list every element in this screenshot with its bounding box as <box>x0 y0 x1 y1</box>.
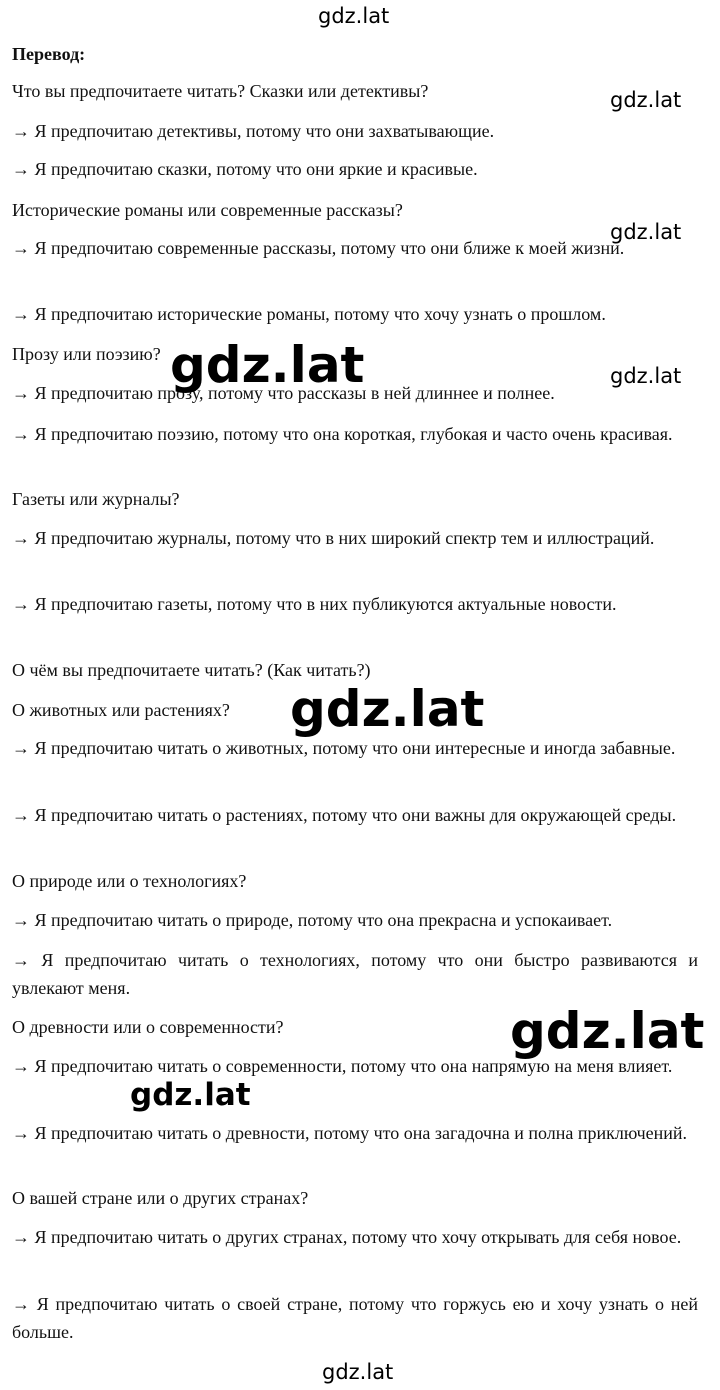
answer-1b: → Я предпочитаю сказки, потому что они яркие и красивые. <box>12 159 478 179</box>
question-1: Что вы предпочитаете читать? Сказки или детективы? <box>12 81 429 101</box>
watermark-large-1: gdz.lat <box>170 336 365 394</box>
answer-5b: → Я предпочитаю читать о растениях, потому что они важны для окружающей среды. <box>12 805 677 825</box>
answer-8b: → Я предпочитаю читать о своей стране, потому что горжусь ею и хочу узнать о ней больше. <box>12 1294 698 1342</box>
watermark-large-2: gdz.lat <box>290 680 485 738</box>
watermark-bottom: gdz.lat <box>322 1360 394 1384</box>
answer-7b: → Я предпочитаю читать о древности, потому что она загадочна и полна приключений. <box>12 1123 688 1143</box>
answer-1a: → Я предпочитаю детективы, потому что они захватывающие. <box>12 121 495 141</box>
answer-6b: → Я предпочитаю читать о технологиях, потому что они быстро развиваются и увлекают меня. <box>12 950 698 998</box>
answer-5a: → Я предпочитаю читать о животных, потому что они интересные и иногда забавные. <box>12 738 676 758</box>
answer-6a: → Я предпочитаю читать о природе, потому что она прекрасна и успокаивает. <box>12 910 613 930</box>
watermark-right-1: gdz.lat <box>610 88 682 112</box>
question-2: Исторические романы или современные рассказы? <box>12 200 403 220</box>
answer-2b: → Я предпочитаю исторические романы, потому что хочу узнать о прошлом. <box>12 304 606 324</box>
answer-4b: → Я предпочитаю газеты, потому что в них публикуются актуальные новости. <box>12 594 617 614</box>
answer-4a: → Я предпочитаю журналы, потому что в них широкий спектр тем и иллюстраций. <box>12 528 655 548</box>
document-title: Перевод: <box>12 44 86 64</box>
watermark-large-3: gdz.lat <box>510 1002 705 1060</box>
question-7: О древности или о современности? <box>12 1017 284 1037</box>
answer-7a: → Я предпочитаю читать о современности, потому что она напрямую на меня влияет. <box>12 1056 673 1076</box>
answer-3b: → Я предпочитаю поэзию, потому что она короткая, глубокая и часто очень красивая. <box>12 424 673 444</box>
answer-2a: → Я предпочитаю современные рассказы, потому что они ближе к моей жизни. <box>12 238 625 258</box>
answer-3a: → Я предпочитаю прозу, потому что рассказы в ней длиннее и полнее. <box>12 383 555 403</box>
question-4: Газеты или журналы? <box>12 489 180 509</box>
watermark-top: gdz.lat <box>318 4 390 28</box>
answer-8a: → Я предпочитаю читать о других странах, потому что хочу открывать для себя новое. <box>12 1227 682 1247</box>
watermark-right-3: gdz.lat <box>610 364 682 388</box>
section-heading: О чём вы предпочитаете читать? (Как читать?) <box>12 660 371 680</box>
question-3: Прозу или поэзию? <box>12 344 161 364</box>
watermark-right-2: gdz.lat <box>610 220 682 244</box>
question-8: О вашей стране или о других странах? <box>12 1188 309 1208</box>
question-5: О животных или растениях? <box>12 700 230 720</box>
question-6: О природе или о технологиях? <box>12 871 247 891</box>
watermark-medium: gdz.lat <box>130 1077 251 1113</box>
